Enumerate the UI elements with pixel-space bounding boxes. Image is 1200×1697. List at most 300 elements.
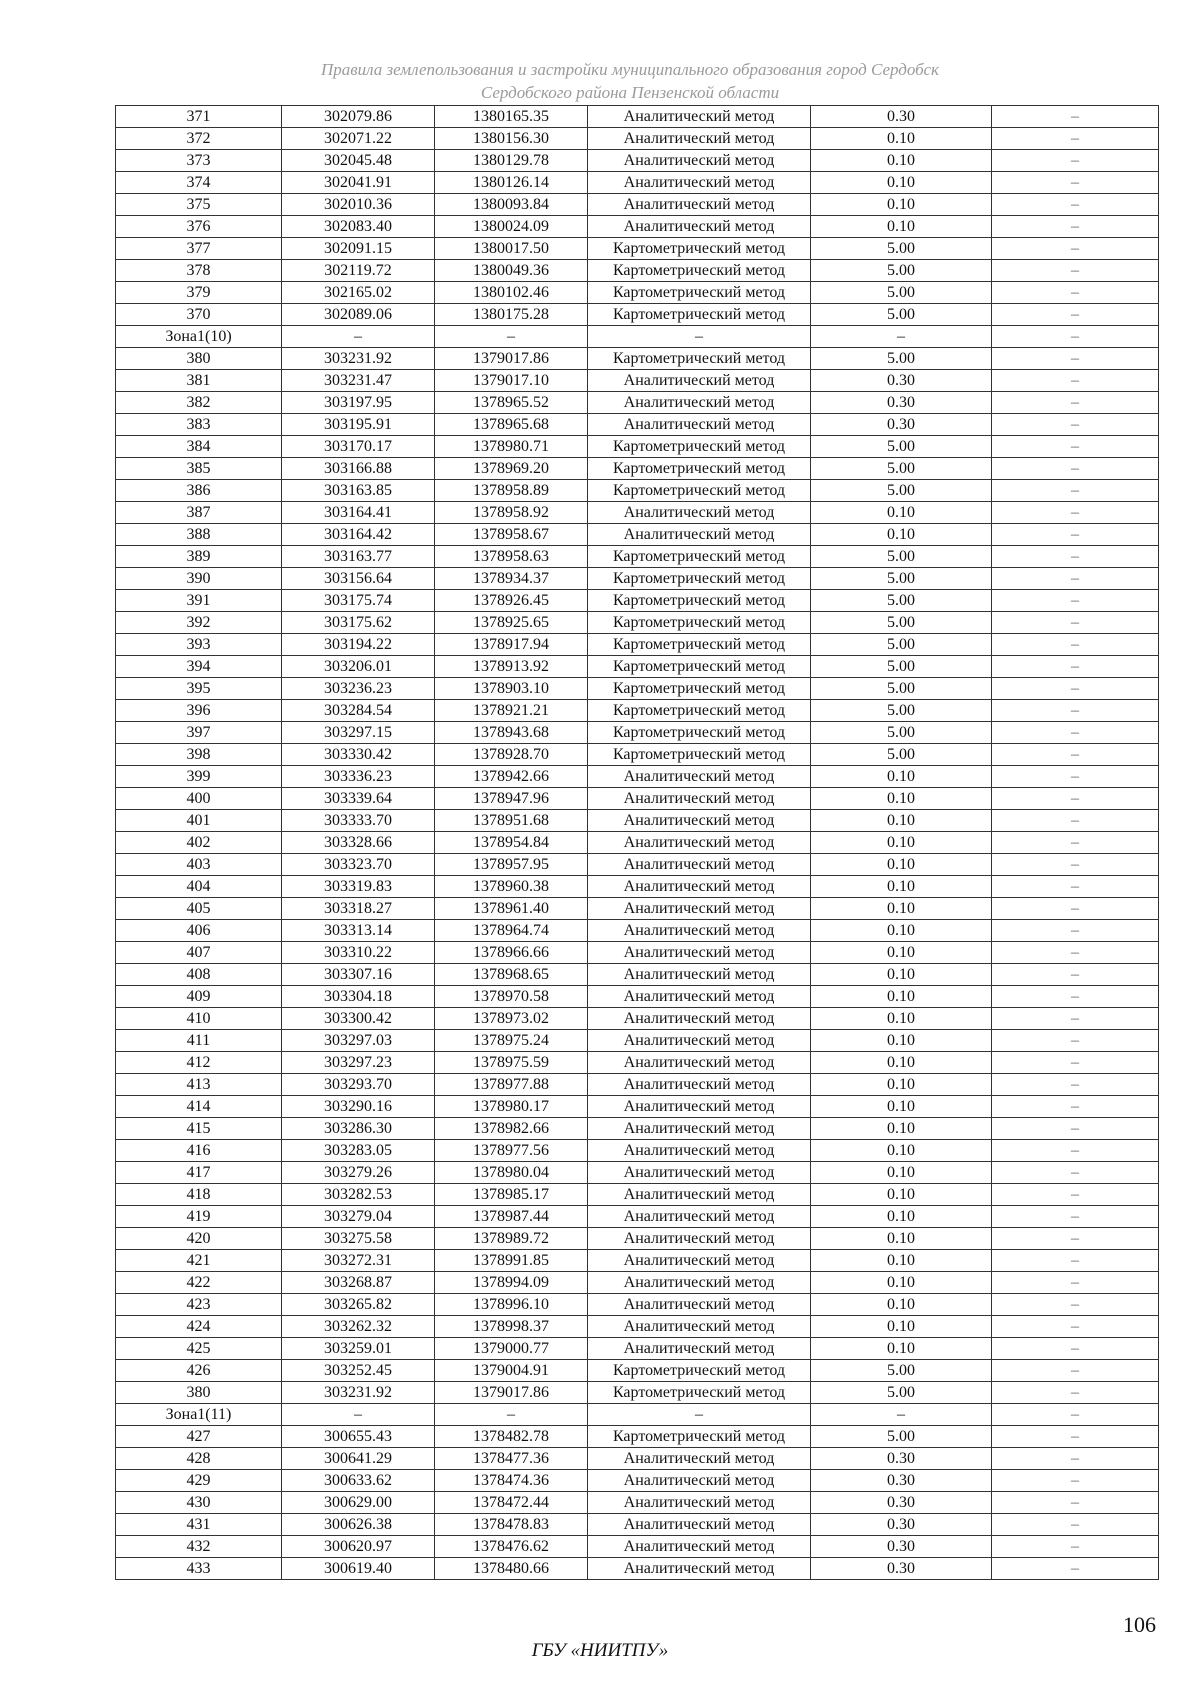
accuracy-cell: 0.10 [811, 150, 992, 172]
point-number-cell: 372 [116, 128, 282, 150]
accuracy-cell: 0.30 [811, 370, 992, 392]
note-cell: – [992, 392, 1159, 414]
x-coordinate-cell: 303304.18 [282, 986, 435, 1008]
accuracy-cell: – [811, 1404, 992, 1426]
table-row [116, 194, 1159, 216]
note-cell: – [992, 986, 1159, 1008]
method-cell: Аналитический метод [588, 1492, 811, 1514]
point-number-cell: 423 [116, 1294, 282, 1316]
y-coordinate-cell: 1378958.67 [435, 524, 588, 546]
y-coordinate-cell: 1378965.52 [435, 392, 588, 414]
point-number-cell: 375 [116, 194, 282, 216]
y-coordinate-cell: 1378954.84 [435, 832, 588, 854]
accuracy-cell: 5.00 [811, 304, 992, 326]
point-number-cell: 415 [116, 1118, 282, 1140]
method-cell: Аналитический метод [588, 1162, 811, 1184]
note-cell: – [992, 1404, 1159, 1426]
y-coordinate-cell: 1380049.36 [435, 260, 588, 282]
accuracy-cell: 0.10 [811, 1140, 992, 1162]
table-row [116, 1426, 1159, 1448]
y-coordinate-cell: 1378928.70 [435, 744, 588, 766]
x-coordinate-cell: 303195.91 [282, 414, 435, 436]
accuracy-cell: 5.00 [811, 458, 992, 480]
accuracy-cell: 0.10 [811, 1250, 992, 1272]
note-cell: – [992, 612, 1159, 634]
y-coordinate-cell: 1378942.66 [435, 766, 588, 788]
x-coordinate-cell: 303286.30 [282, 1118, 435, 1140]
accuracy-cell: 5.00 [811, 436, 992, 458]
point-number-cell: 389 [116, 546, 282, 568]
note-cell: – [992, 1426, 1159, 1448]
accuracy-cell: 0.30 [811, 1448, 992, 1470]
note-cell: – [992, 348, 1159, 370]
method-cell: Аналитический метод [588, 1228, 811, 1250]
x-coordinate-cell: 303265.82 [282, 1294, 435, 1316]
table-row [116, 1294, 1159, 1316]
accuracy-cell: 0.10 [811, 524, 992, 546]
accuracy-cell: 0.30 [811, 1514, 992, 1536]
y-coordinate-cell: 1379017.86 [435, 348, 588, 370]
point-number-cell: 396 [116, 700, 282, 722]
y-coordinate-cell: 1378975.24 [435, 1030, 588, 1052]
note-cell: – [992, 920, 1159, 942]
method-cell: Картометрический метод [588, 656, 811, 678]
accuracy-cell: 0.10 [811, 216, 992, 238]
note-cell: – [992, 1250, 1159, 1272]
table-row [116, 612, 1159, 634]
table-row [116, 1008, 1159, 1030]
x-coordinate-cell: 302041.91 [282, 172, 435, 194]
x-coordinate-cell: 302010.36 [282, 194, 435, 216]
method-cell: Аналитический метод [588, 986, 811, 1008]
note-cell: – [992, 128, 1159, 150]
note-cell: – [992, 1360, 1159, 1382]
table-row [116, 1162, 1159, 1184]
point-number-cell: 384 [116, 436, 282, 458]
method-cell: Картометрический метод [588, 568, 811, 590]
table-row [116, 436, 1159, 458]
method-cell: Аналитический метод [588, 854, 811, 876]
y-coordinate-cell: 1378958.89 [435, 480, 588, 502]
method-cell: Аналитический метод [588, 1514, 811, 1536]
table-row [116, 1074, 1159, 1096]
point-number-cell: 394 [116, 656, 282, 678]
x-coordinate-cell: 303313.14 [282, 920, 435, 942]
y-coordinate-cell: 1378994.09 [435, 1272, 588, 1294]
table-row [116, 1514, 1159, 1536]
note-cell: – [992, 260, 1159, 282]
x-coordinate-cell: 303300.42 [282, 1008, 435, 1030]
y-coordinate-cell: 1378980.71 [435, 436, 588, 458]
accuracy-cell: – [811, 326, 992, 348]
y-coordinate-cell: – [435, 1404, 588, 1426]
note-cell: – [992, 1096, 1159, 1118]
note-cell: – [992, 1052, 1159, 1074]
accuracy-cell: 0.10 [811, 194, 992, 216]
note-cell: – [992, 722, 1159, 744]
point-number-cell: 426 [116, 1360, 282, 1382]
note-cell: – [992, 590, 1159, 612]
x-coordinate-cell: 302091.15 [282, 238, 435, 260]
method-cell: Аналитический метод [588, 1272, 811, 1294]
point-number-cell: 407 [116, 942, 282, 964]
point-number-cell: 374 [116, 172, 282, 194]
note-cell: – [992, 1470, 1159, 1492]
table-row [116, 1096, 1159, 1118]
y-coordinate-cell: 1378958.63 [435, 546, 588, 568]
accuracy-cell: 0.30 [811, 1492, 992, 1514]
method-cell: Картометрический метод [588, 1360, 811, 1382]
x-coordinate-cell: 303259.01 [282, 1338, 435, 1360]
y-coordinate-cell: 1378474.36 [435, 1470, 588, 1492]
table-row [116, 656, 1159, 678]
y-coordinate-cell: 1378476.62 [435, 1536, 588, 1558]
point-number-cell: 412 [116, 1052, 282, 1074]
point-number-cell: 403 [116, 854, 282, 876]
x-coordinate-cell: 303252.45 [282, 1360, 435, 1382]
y-coordinate-cell: 1378970.58 [435, 986, 588, 1008]
point-number-cell: 386 [116, 480, 282, 502]
note-cell: – [992, 1008, 1159, 1030]
note-cell: – [992, 436, 1159, 458]
point-number-cell: 427 [116, 1426, 282, 1448]
method-cell: Аналитический метод [588, 1052, 811, 1074]
accuracy-cell: 5.00 [811, 480, 992, 502]
table-row [116, 1118, 1159, 1140]
y-coordinate-cell: 1378991.85 [435, 1250, 588, 1272]
table-row [116, 590, 1159, 612]
point-number-cell: 422 [116, 1272, 282, 1294]
table-row [116, 1052, 1159, 1074]
accuracy-cell: 0.10 [811, 1074, 992, 1096]
method-cell: Аналитический метод [588, 1294, 811, 1316]
point-number-cell: 382 [116, 392, 282, 414]
x-coordinate-cell: 303318.27 [282, 898, 435, 920]
accuracy-cell: 5.00 [811, 1426, 992, 1448]
accuracy-cell: 0.10 [811, 942, 992, 964]
note-cell: – [992, 414, 1159, 436]
x-coordinate-cell: 303206.01 [282, 656, 435, 678]
method-cell: Аналитический метод [588, 766, 811, 788]
table-row [116, 854, 1159, 876]
x-coordinate-cell: 303279.26 [282, 1162, 435, 1184]
table-row [116, 370, 1159, 392]
note-cell: – [992, 568, 1159, 590]
point-number-cell: 401 [116, 810, 282, 832]
y-coordinate-cell: 1378977.56 [435, 1140, 588, 1162]
note-cell: – [992, 942, 1159, 964]
y-coordinate-cell: 1378980.17 [435, 1096, 588, 1118]
point-number-cell: 410 [116, 1008, 282, 1030]
x-coordinate-cell: 302045.48 [282, 150, 435, 172]
note-cell: – [992, 700, 1159, 722]
note-cell: – [992, 678, 1159, 700]
y-coordinate-cell: 1378947.96 [435, 788, 588, 810]
note-cell: – [992, 1030, 1159, 1052]
point-number-cell: 402 [116, 832, 282, 854]
accuracy-cell: 0.10 [811, 788, 992, 810]
x-coordinate-cell: – [282, 1404, 435, 1426]
table-row [116, 480, 1159, 502]
x-coordinate-cell: 303166.88 [282, 458, 435, 480]
table-row [116, 546, 1159, 568]
accuracy-cell: 0.30 [811, 106, 992, 128]
accuracy-cell: 0.30 [811, 392, 992, 414]
note-cell: – [992, 546, 1159, 568]
accuracy-cell: 0.10 [811, 986, 992, 1008]
accuracy-cell: 0.30 [811, 1470, 992, 1492]
note-cell: – [992, 172, 1159, 194]
accuracy-cell: 0.10 [811, 1096, 992, 1118]
note-cell: – [992, 810, 1159, 832]
note-cell: – [992, 1294, 1159, 1316]
y-coordinate-cell: 1378989.72 [435, 1228, 588, 1250]
point-number-cell: 388 [116, 524, 282, 546]
accuracy-cell: 0.10 [811, 1008, 992, 1030]
note-cell: – [992, 1492, 1159, 1514]
y-coordinate-cell: 1378968.65 [435, 964, 588, 986]
method-cell: Аналитический метод [588, 964, 811, 986]
note-cell: – [992, 1382, 1159, 1404]
page-header [190, 58, 1070, 104]
note-cell: – [992, 898, 1159, 920]
point-number-cell: 421 [116, 1250, 282, 1272]
accuracy-cell: 0.30 [811, 1558, 992, 1580]
point-number-cell: 376 [116, 216, 282, 238]
point-number-cell: Зона1(10) [116, 326, 282, 348]
method-cell: Аналитический метод [588, 920, 811, 942]
note-cell: – [992, 788, 1159, 810]
accuracy-cell: 0.10 [811, 1030, 992, 1052]
note-cell: – [992, 502, 1159, 524]
point-number-cell: 419 [116, 1206, 282, 1228]
point-number-cell: 373 [116, 150, 282, 172]
y-coordinate-cell: 1379017.10 [435, 370, 588, 392]
x-coordinate-cell: 303175.62 [282, 612, 435, 634]
y-coordinate-cell: 1380102.46 [435, 282, 588, 304]
x-coordinate-cell: 303290.16 [282, 1096, 435, 1118]
y-coordinate-cell: 1378985.17 [435, 1184, 588, 1206]
x-coordinate-cell: 303328.66 [282, 832, 435, 854]
x-coordinate-cell: 303231.92 [282, 348, 435, 370]
x-coordinate-cell: 303236.23 [282, 678, 435, 700]
header-line-1: Правила землепользования и застройки муниципального образования город Сердобск [320, 60, 939, 79]
x-coordinate-cell: 302079.86 [282, 106, 435, 128]
point-number-cell: 395 [116, 678, 282, 700]
accuracy-cell: 5.00 [811, 590, 992, 612]
table-row [116, 1206, 1159, 1228]
table-row [116, 678, 1159, 700]
point-number-cell: 387 [116, 502, 282, 524]
header-line-2: Сердобского района Пензенской области [480, 83, 780, 102]
table-row [116, 150, 1159, 172]
point-number-cell: 378 [116, 260, 282, 282]
method-cell: Картометрический метод [588, 238, 811, 260]
method-cell: Аналитический метод [588, 414, 811, 436]
y-coordinate-cell: 1378964.74 [435, 920, 588, 942]
point-number-cell: 393 [116, 634, 282, 656]
accuracy-cell: 5.00 [811, 722, 992, 744]
method-cell: Картометрический метод [588, 634, 811, 656]
point-number-cell: 418 [116, 1184, 282, 1206]
table-row [116, 920, 1159, 942]
note-cell: – [992, 1514, 1159, 1536]
table-row [116, 942, 1159, 964]
y-coordinate-cell: 1378982.66 [435, 1118, 588, 1140]
table-row [116, 876, 1159, 898]
y-coordinate-cell: 1378482.78 [435, 1426, 588, 1448]
x-coordinate-cell: 303163.77 [282, 546, 435, 568]
y-coordinate-cell: 1378965.68 [435, 414, 588, 436]
y-coordinate-cell: 1378977.88 [435, 1074, 588, 1096]
note-cell: – [992, 326, 1159, 348]
method-cell: Картометрический метод [588, 458, 811, 480]
table-row [116, 238, 1159, 260]
x-coordinate-cell: 303262.32 [282, 1316, 435, 1338]
table-row [116, 634, 1159, 656]
x-coordinate-cell: 303293.70 [282, 1074, 435, 1096]
table-row [116, 1030, 1159, 1052]
point-number-cell: 406 [116, 920, 282, 942]
point-number-cell: 405 [116, 898, 282, 920]
x-coordinate-cell: 300655.43 [282, 1426, 435, 1448]
y-coordinate-cell: 1380129.78 [435, 150, 588, 172]
x-coordinate-cell: 303336.23 [282, 766, 435, 788]
point-number-cell: 392 [116, 612, 282, 634]
x-coordinate-cell: 300629.00 [282, 1492, 435, 1514]
note-cell: – [992, 876, 1159, 898]
method-cell: Картометрический метод [588, 678, 811, 700]
table-row [116, 722, 1159, 744]
point-number-cell: 385 [116, 458, 282, 480]
y-coordinate-cell: 1378913.92 [435, 656, 588, 678]
note-cell: – [992, 1184, 1159, 1206]
point-number-cell: 404 [116, 876, 282, 898]
method-cell: – [588, 1404, 811, 1426]
method-cell: Аналитический метод [588, 1074, 811, 1096]
y-coordinate-cell: 1378980.04 [435, 1162, 588, 1184]
method-cell: Картометрический метод [588, 590, 811, 612]
method-cell: Аналитический метод [588, 1448, 811, 1470]
table-row [116, 524, 1159, 546]
method-cell: Аналитический метод [588, 370, 811, 392]
point-number-cell: 420 [116, 1228, 282, 1250]
y-coordinate-cell: 1378917.94 [435, 634, 588, 656]
accuracy-cell: 0.10 [811, 1338, 992, 1360]
table-row [116, 744, 1159, 766]
method-cell: Картометрический метод [588, 1382, 811, 1404]
note-cell: – [992, 480, 1159, 502]
point-number-cell: 390 [116, 568, 282, 590]
table-row [116, 788, 1159, 810]
table-row [116, 766, 1159, 788]
point-number-cell: 416 [116, 1140, 282, 1162]
x-coordinate-cell: 303297.15 [282, 722, 435, 744]
coordinates-table-body [116, 106, 1159, 1580]
accuracy-cell: 0.10 [811, 920, 992, 942]
accuracy-cell: 5.00 [811, 1382, 992, 1404]
note-cell: – [992, 458, 1159, 480]
x-coordinate-cell: 303197.95 [282, 392, 435, 414]
y-coordinate-cell: 1378966.66 [435, 942, 588, 964]
point-number-cell: 399 [116, 766, 282, 788]
x-coordinate-cell: 303307.16 [282, 964, 435, 986]
point-number-cell: 409 [116, 986, 282, 1008]
x-coordinate-cell: 300626.38 [282, 1514, 435, 1536]
x-coordinate-cell: – [282, 326, 435, 348]
method-cell: Картометрический метод [588, 546, 811, 568]
note-cell: – [992, 964, 1159, 986]
x-coordinate-cell: 303339.64 [282, 788, 435, 810]
table-row [116, 348, 1159, 370]
method-cell: Аналитический метод [588, 1536, 811, 1558]
y-coordinate-cell: 1378480.66 [435, 1558, 588, 1580]
method-cell: Картометрический метод [588, 348, 811, 370]
note-cell: – [992, 1074, 1159, 1096]
y-coordinate-cell: 1379000.77 [435, 1338, 588, 1360]
x-coordinate-cell: 300619.40 [282, 1558, 435, 1580]
x-coordinate-cell: 303275.58 [282, 1228, 435, 1250]
y-coordinate-cell: 1380175.28 [435, 304, 588, 326]
y-coordinate-cell: 1380126.14 [435, 172, 588, 194]
method-cell: Аналитический метод [588, 1030, 811, 1052]
note-cell: – [992, 1162, 1159, 1184]
x-coordinate-cell: 303319.83 [282, 876, 435, 898]
point-number-cell: 428 [116, 1448, 282, 1470]
table-row [116, 964, 1159, 986]
accuracy-cell: 0.10 [811, 502, 992, 524]
accuracy-cell: 5.00 [811, 656, 992, 678]
x-coordinate-cell: 302165.02 [282, 282, 435, 304]
y-coordinate-cell: 1378961.40 [435, 898, 588, 920]
point-number-cell: 380 [116, 1382, 282, 1404]
method-cell: Аналитический метод [588, 392, 811, 414]
y-coordinate-cell: 1378973.02 [435, 1008, 588, 1030]
accuracy-cell: 0.30 [811, 414, 992, 436]
table-row [116, 1250, 1159, 1272]
x-coordinate-cell: 303323.70 [282, 854, 435, 876]
table-row [116, 128, 1159, 150]
accuracy-cell: 0.10 [811, 876, 992, 898]
method-cell: Аналитический метод [588, 876, 811, 898]
point-number-cell: 391 [116, 590, 282, 612]
x-coordinate-cell: 300633.62 [282, 1470, 435, 1492]
x-coordinate-cell: 303175.74 [282, 590, 435, 612]
point-number-cell: 425 [116, 1338, 282, 1360]
method-cell: Аналитический метод [588, 1316, 811, 1338]
y-coordinate-cell: 1379004.91 [435, 1360, 588, 1382]
x-coordinate-cell: 302119.72 [282, 260, 435, 282]
y-coordinate-cell: 1378969.20 [435, 458, 588, 480]
note-cell: – [992, 1118, 1159, 1140]
method-cell: – [588, 326, 811, 348]
y-coordinate-cell: 1378975.59 [435, 1052, 588, 1074]
x-coordinate-cell: 303297.23 [282, 1052, 435, 1074]
x-coordinate-cell: 300620.97 [282, 1536, 435, 1558]
method-cell: Аналитический метод [588, 216, 811, 238]
accuracy-cell: 0.10 [811, 898, 992, 920]
accuracy-cell: 5.00 [811, 744, 992, 766]
point-number-cell: 414 [116, 1096, 282, 1118]
x-coordinate-cell: 303156.64 [282, 568, 435, 590]
method-cell: Аналитический метод [588, 1184, 811, 1206]
point-number-cell: Зона1(11) [116, 1404, 282, 1426]
method-cell: Аналитический метод [588, 128, 811, 150]
point-number-cell: 424 [116, 1316, 282, 1338]
table-row [116, 1448, 1159, 1470]
table-row [116, 832, 1159, 854]
table-row [116, 502, 1159, 524]
